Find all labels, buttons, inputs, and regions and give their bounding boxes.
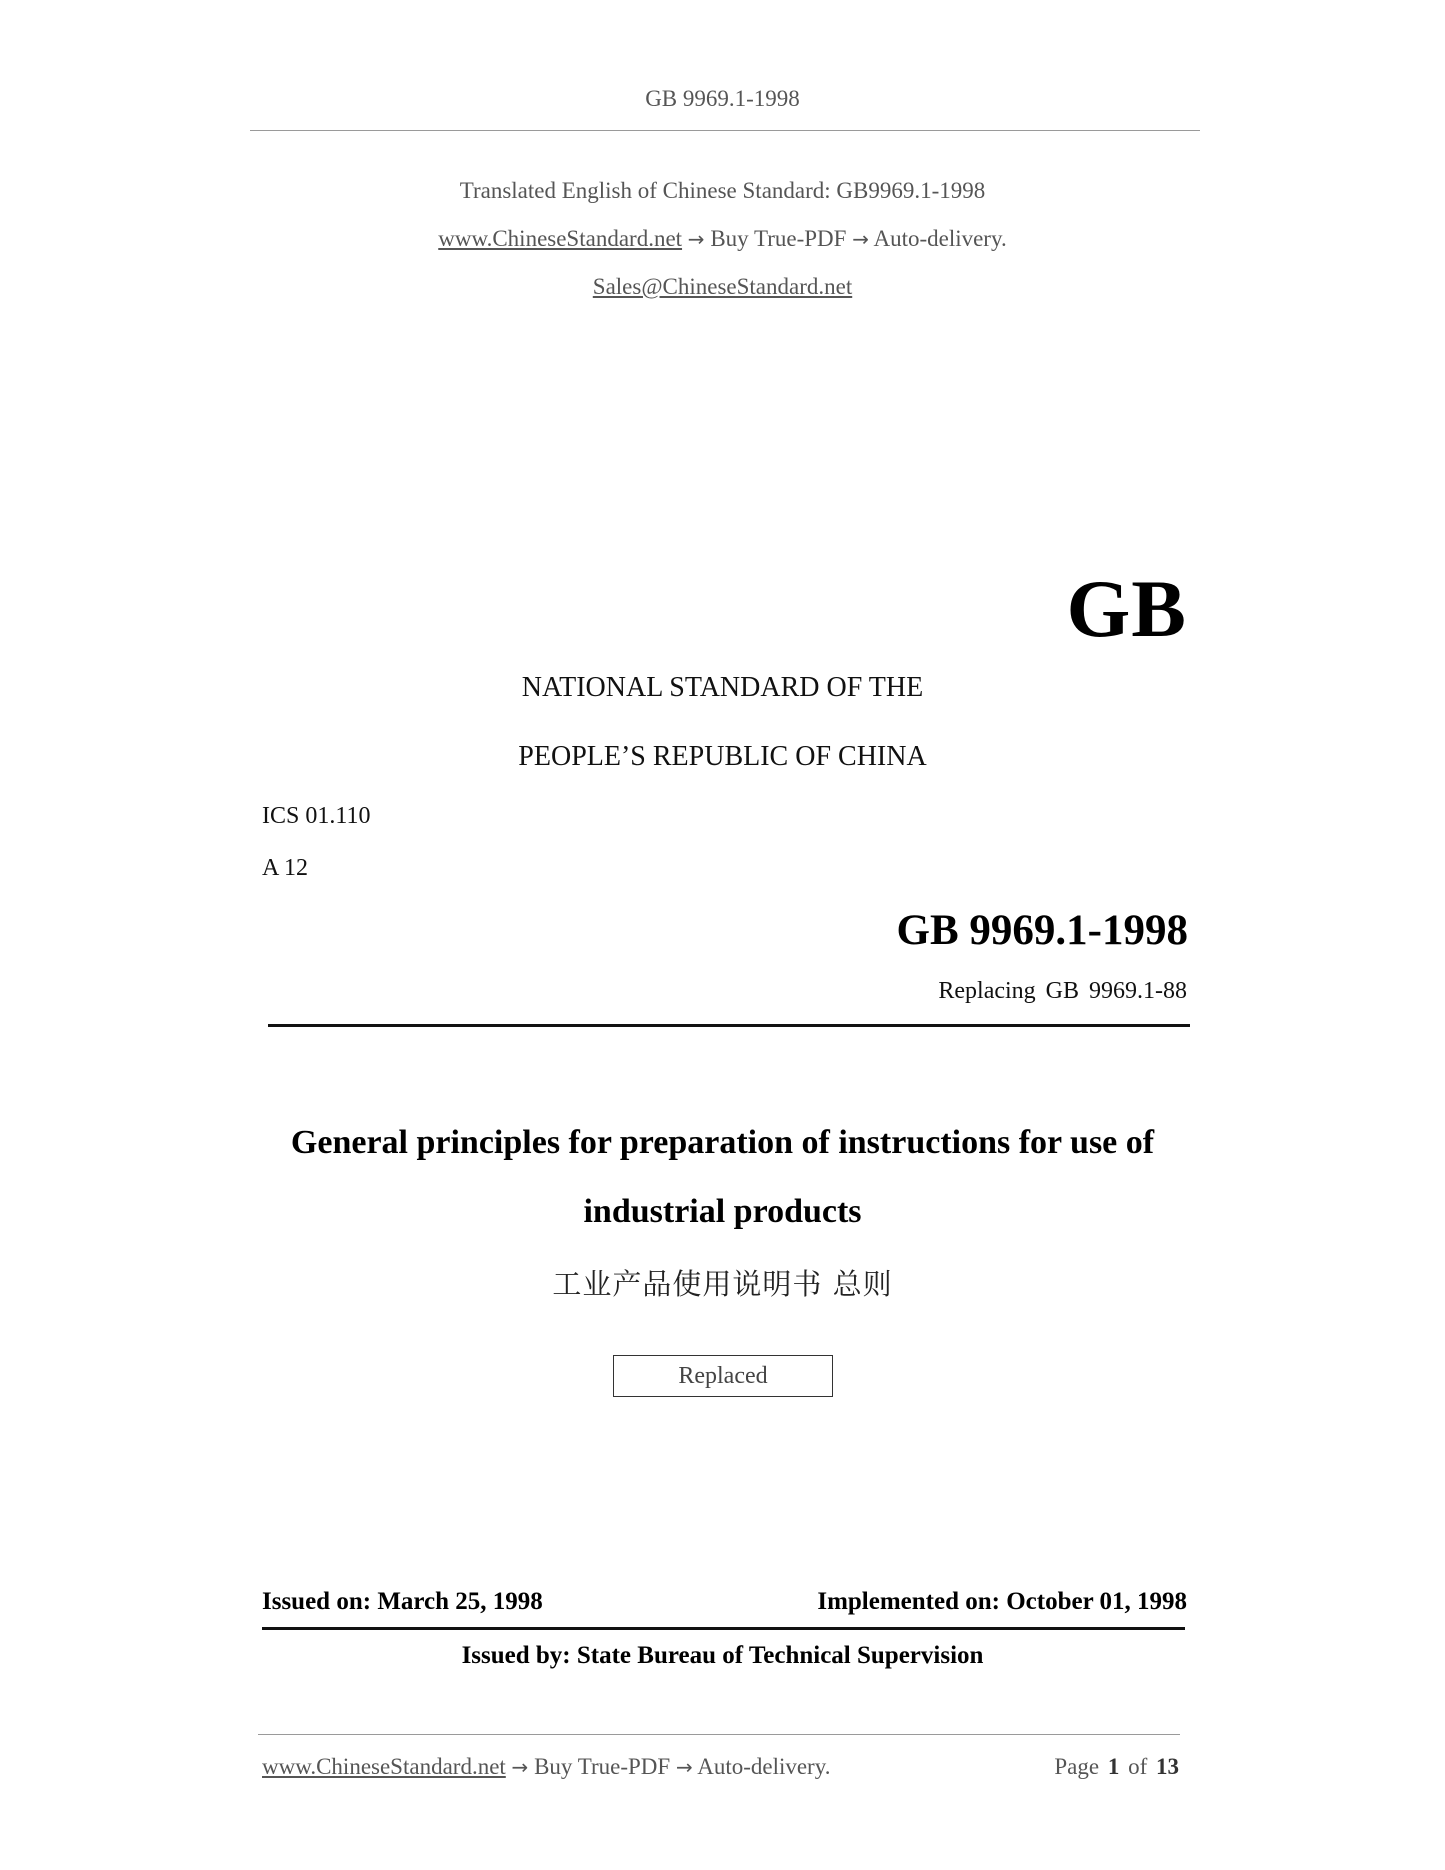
ics-code: ICS 01.110 <box>262 803 371 829</box>
standard-number: GB 9969.1-1998 <box>896 907 1188 954</box>
national-standard-line-2: PEOPLE’S REPUBLIC OF CHINA <box>518 741 927 772</box>
footer-delivery-text: Auto-delivery. <box>697 1754 831 1779</box>
purchase-line <box>0 226 1445 252</box>
footer-purchase-line <box>262 1754 830 1780</box>
email-line <box>0 274 1445 300</box>
footer-divider <box>258 1734 1180 1735</box>
title-divider <box>268 1024 1190 1027</box>
arrow-right-icon: → <box>687 227 705 251</box>
footer-site-link[interactable]: www.ChineseStandard.net <box>262 1754 506 1779</box>
ccs-code: A 12 <box>262 855 309 881</box>
translation-notice: Translated English of Chinese Standard: GB9969.1-1998 <box>459 178 986 203</box>
buy-text: Buy True-PDF <box>710 226 847 251</box>
site-link[interactable]: www.ChineseStandard.net <box>438 226 683 251</box>
page-label: Page <box>1054 1754 1100 1779</box>
document-title-english: General principles for preparation of instructions for use of industrial products <box>290 1124 1155 1230</box>
sales-email-link[interactable]: Sales@ChineseStandard.net <box>592 274 853 299</box>
arrow-right-icon: → <box>675 1755 693 1779</box>
document-title-chinese: 工业产品使用说明书 总则 <box>552 1267 893 1301</box>
running-header: GB 9969.1-1998 <box>645 86 800 111</box>
footer-buy-text: Buy True-PDF <box>534 1754 671 1779</box>
issuing-authority: Issued by: State Bureau of Technical Supervision <box>461 1642 984 1669</box>
page-indicator <box>1054 1754 1179 1780</box>
of-label: of <box>1128 1754 1148 1779</box>
issued-on-date: Issued on: March 25, 1998 <box>262 1588 543 1615</box>
header-divider <box>250 130 1200 131</box>
implemented-on-date: Implemented on: October 01, 1998 <box>817 1588 1187 1615</box>
delivery-text: Auto-delivery. <box>873 226 1007 251</box>
page-number: 1 <box>1107 1754 1120 1779</box>
total-pages: 13 <box>1156 1754 1179 1779</box>
arrow-right-icon: → <box>852 227 869 251</box>
replacing-note: Replacing GB 9969.1-88 <box>938 978 1187 1004</box>
arrow-right-icon: → <box>511 1755 529 1779</box>
status-badge: Replaced <box>613 1355 833 1397</box>
gb-mark: GB <box>1066 563 1187 654</box>
national-standard-line-1: NATIONAL STANDARD OF THE <box>521 672 924 703</box>
issue-divider <box>262 1627 1185 1630</box>
